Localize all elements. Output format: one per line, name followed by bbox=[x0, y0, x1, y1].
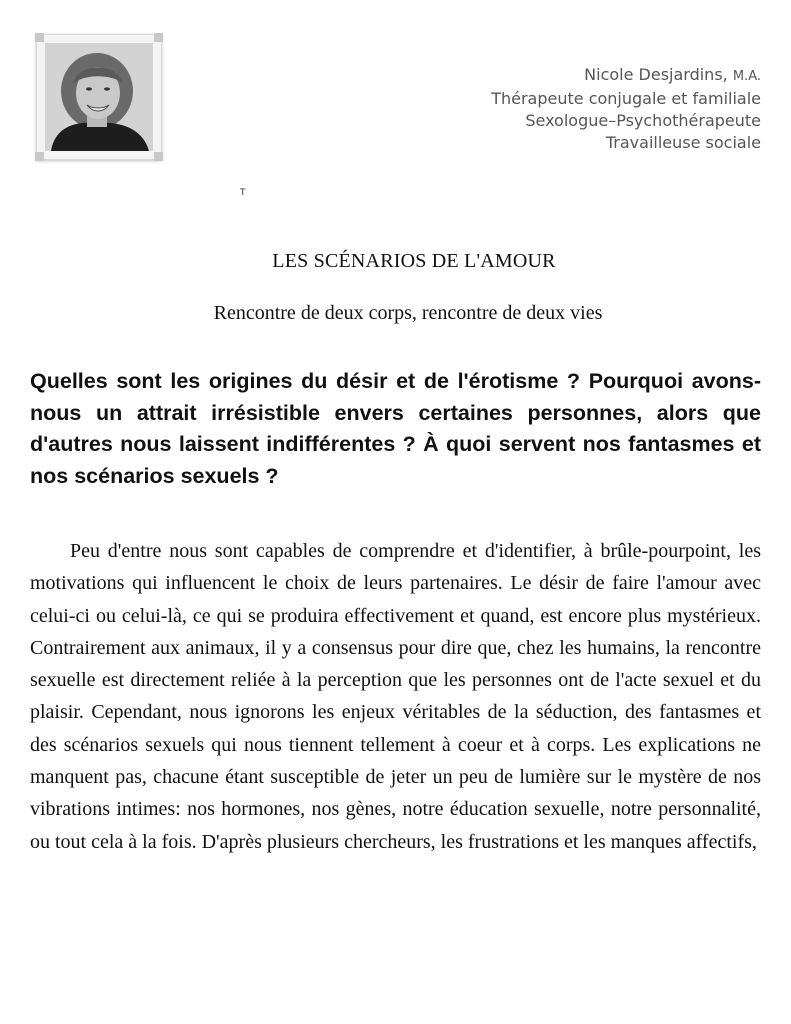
body-paragraph: Peu d'entre nous sont capables de comprendre et d'identifier, à brûle-pourpoint, les motivations qui influencent le choix de leurs partenaires. Le désir de faire l'amour avec celui-ci ou celui-là, ce qui se produira effectivement et quand, est encore plus mystérieux. Contrairement aux animaux, il y a consensus pour dire que, chez les humains, la rencontre sexuelle est directement reliée à la perception que les personnes ont de l'acte sexuel et du plaisir. Cependant, nous ignorons les enjeux véritables de la séduction, des fantasmes et des scénarios sexuels qui nous tiennent tellement à coeur et à corps. Les explications ne manquent pas, chacune étant susceptible de jeter un peu de lumière sur le mystère de nos vibrations intimes: nos hormones, nos gènes, notre éducation sexuelle, notre personnalité, ou tout cela à la fois. D'après plusieurs chercheurs, les frustrations et les manques affectifs, bbox=[30, 540, 761, 853]
author-role: Sexologue–Psychothérapeute bbox=[525, 111, 761, 130]
lead-paragraph: Quelles sont les origines du désir et de l'érotisme ? Pourquoi avons-nous un attrait irrésistible envers certaines personnes, alors que d'autres nous laissent indifférentes ? À quoi servent nos fantasmes et nos scénarios sexuels ? bbox=[30, 369, 761, 488]
document-subtitle: Rencontre de deux corps, rencontre de deux vies bbox=[213, 302, 603, 324]
author-name: Nicole Desjardins, bbox=[584, 65, 728, 84]
author-role: Thérapeute conjugale et familiale bbox=[491, 89, 761, 108]
photo-corner bbox=[35, 152, 44, 161]
photo-corner bbox=[35, 33, 44, 42]
photo-corner bbox=[154, 152, 163, 161]
photo-corner bbox=[154, 33, 163, 42]
document-title: LES SCÉNARIOS DE L'AMOUR bbox=[272, 250, 556, 272]
author-photo bbox=[36, 34, 162, 160]
author-role: Travailleuse sociale bbox=[605, 133, 761, 152]
stray-mark: T bbox=[240, 188, 246, 198]
portrait-image bbox=[45, 43, 153, 151]
author-name-line bbox=[491, 64, 761, 88]
author-header bbox=[491, 64, 761, 154]
author-credential: M.A. bbox=[732, 69, 761, 84]
